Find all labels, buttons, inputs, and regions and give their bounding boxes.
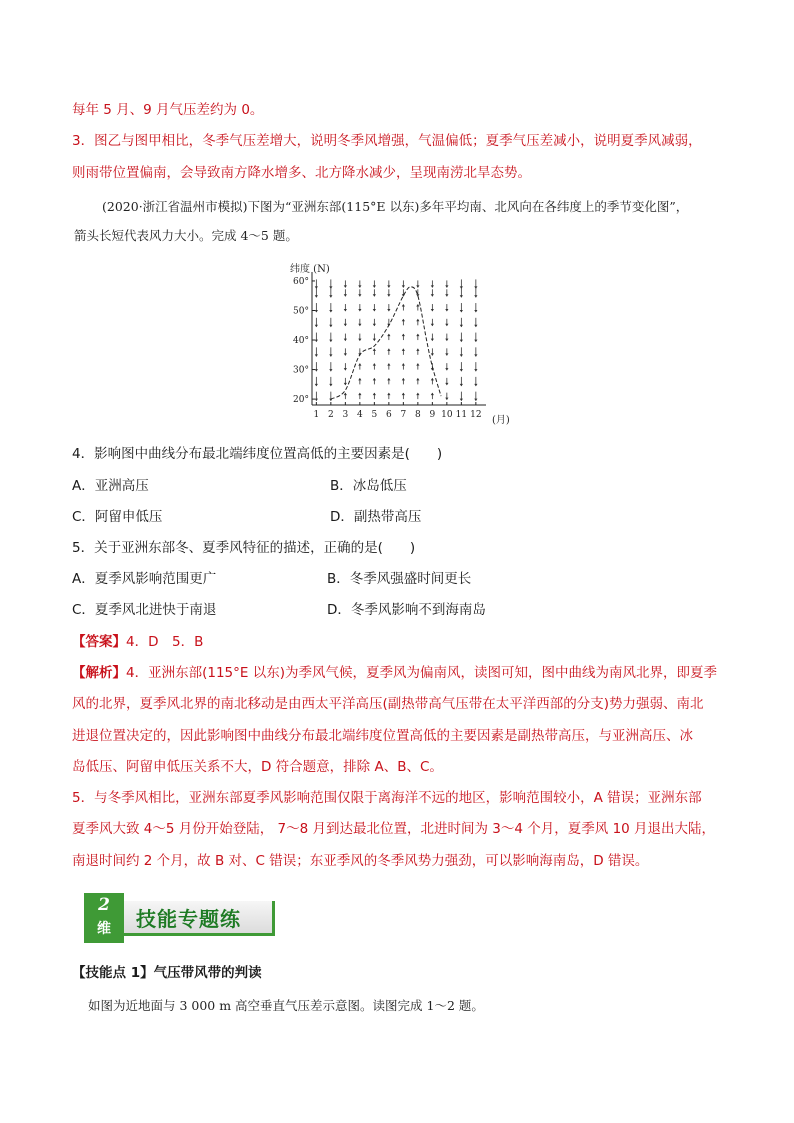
q5-stem: 5．关于亚洲东部冬、夏季风特征的描述，正确的是( )	[72, 540, 416, 556]
x-tick-label: 11	[455, 410, 468, 420]
intro-line: 每年 5 月、9 月气压差约为 0。	[72, 102, 264, 118]
south-wind-arrow	[402, 319, 405, 325]
north-wind-arrow	[373, 280, 376, 288]
north-wind-arrow	[329, 279, 332, 289]
north-wind-arrow	[373, 304, 376, 312]
south-wind-arrow	[431, 378, 434, 385]
south-wind-arrow	[387, 393, 390, 400]
north-wind-arrow	[474, 288, 477, 298]
x-tick-label: 6	[385, 410, 392, 420]
analysis-tag: 【解析】	[72, 665, 126, 681]
north-wind-arrow	[445, 334, 448, 342]
south-wind-arrow	[373, 348, 376, 355]
south-wind-arrow	[358, 393, 361, 400]
south-wind-arrow	[416, 393, 419, 400]
x-tick-label: 3	[342, 410, 349, 420]
south-wind-arrow	[402, 304, 405, 311]
q5-option-d: D．冬季风影响不到海南岛	[327, 602, 486, 618]
x-tick-label: 2	[327, 410, 334, 420]
north-wind-arrow	[460, 333, 463, 343]
x-tick-label: 8	[414, 410, 421, 420]
north-wind-arrow	[387, 280, 390, 288]
north-wind-arrow	[445, 393, 448, 401]
north-wind-arrow	[329, 362, 332, 372]
north-wind-arrow	[402, 280, 405, 288]
south-wind-arrow	[402, 378, 405, 385]
north-wind-arrow	[445, 289, 448, 297]
q4-option-d: D．副热带高压	[330, 509, 422, 525]
question-stem-line-1: (2020·浙江省温州市模拟)下图为“亚洲东部(115°E 以东)多年平均南、北风向在各纬度上的季节变化图”，	[102, 199, 689, 214]
north-wind-arrow	[373, 289, 376, 297]
south-wind-arrow	[387, 348, 390, 355]
answer-text: 4．D 5．B	[126, 634, 204, 650]
analysis-line-1	[72, 664, 717, 682]
skill-intro: 如图为近地面与 3 000 m 高空垂直气压差示意图。读图完成 1～2 题。	[88, 998, 484, 1013]
analysis-line-6: 夏季风大致 4～5 月份开始登陆， 7～8 月到达最北位置，北进时间为 3～4 个月，夏季风 10 月退出大陆，	[72, 821, 716, 837]
north-wind-arrow	[329, 303, 332, 313]
question-stem-line-2: 箭头长短代表风力大小。完成 4～5 题。	[74, 228, 298, 243]
north-wind-arrow	[329, 377, 332, 387]
north-wind-arrow	[474, 333, 477, 343]
south-wind-arrow	[402, 393, 405, 400]
x-tick-label: 7	[400, 410, 407, 420]
y-tick-label: 20°	[293, 395, 309, 406]
q5-option-c: C．夏季风北进快于南退	[72, 602, 217, 618]
section-badge-number: 2	[98, 895, 110, 915]
south-wind-arrow	[387, 334, 390, 341]
x-tick-label: 1	[313, 410, 320, 420]
north-wind-arrow	[445, 378, 448, 386]
north-wind-arrow	[460, 347, 463, 357]
north-wind-arrow	[329, 333, 332, 343]
north-wind-arrow	[460, 392, 463, 402]
south-wind-arrow	[373, 363, 376, 370]
analysis-line-3: 进退位置决定的，因此影响图中曲线分布最北端纬度位置高低的主要因素是副热带高压，与亚洲高压、冰	[72, 728, 693, 744]
section-title: 技能专题练	[136, 907, 241, 931]
x-axis-label: (月)	[492, 415, 510, 426]
q3-line-2: 则雨带位置偏南，会导致南方降水增多、北方降水减少，呈现南涝北旱态势。	[72, 165, 531, 181]
north-wind-arrow	[344, 289, 347, 297]
south-wind-arrow	[416, 304, 419, 311]
north-wind-arrow	[460, 279, 463, 289]
analysis-line-2: 风的北界，夏季风北界的南北移动是由西太平洋高压(副热带高气压带在太平洋西部的分支)势力强弱、南北	[72, 696, 704, 712]
answer-line	[72, 633, 203, 651]
north-wind-arrow	[431, 334, 434, 342]
south-wind-arrow	[387, 363, 390, 370]
x-tick-label: 12	[470, 410, 482, 420]
south-wind-arrow	[402, 348, 405, 355]
section-badge-label: 维	[97, 921, 111, 937]
x-tick-label: 9	[429, 410, 436, 420]
north-wind-arrow	[474, 377, 477, 387]
north-wind-arrow	[329, 347, 332, 357]
south-wind-arrow	[358, 378, 361, 385]
north-wind-arrow	[315, 288, 318, 298]
north-wind-arrow	[474, 362, 477, 372]
north-wind-arrow	[315, 362, 318, 372]
south-wind-arrow	[402, 334, 405, 341]
north-wind-arrow	[358, 304, 361, 312]
south-wind-arrow	[373, 378, 376, 385]
south-wind-arrow	[416, 319, 419, 325]
south-wind-arrow	[373, 393, 376, 400]
north-wind-arrow	[358, 334, 361, 342]
q4-option-b: B．冰岛低压	[330, 478, 407, 494]
north-wind-arrow	[431, 304, 434, 312]
north-wind-arrow	[329, 318, 332, 327]
north-wind-arrow	[460, 362, 463, 372]
south-wind-arrow	[358, 363, 361, 370]
north-wind-arrow	[387, 304, 390, 312]
south-wind-arrow	[344, 393, 347, 400]
north-wind-arrow	[329, 392, 332, 402]
north-wind-arrow	[344, 280, 347, 288]
south-wind-arrow	[431, 393, 434, 400]
north-wind-arrow	[358, 280, 361, 288]
analysis-line-5: 5．与冬季风相比，亚洲东部夏季风影响范围仅限于离海洋不远的地区，影响范围较小，A 错误；亚洲东部	[72, 790, 702, 806]
summer-monsoon-north-boundary-curve	[331, 287, 441, 399]
analysis-text-1: 4．亚洲东部(115°E 以东)为季风气候，夏季风为偏南风，读图可知，图中曲线为南风北界，即夏季	[126, 665, 717, 681]
north-wind-arrow	[315, 347, 318, 357]
north-wind-arrow	[445, 348, 448, 356]
q4-stem: 4．影响图中曲线分布最北端纬度位置高低的主要因素是( )	[72, 446, 443, 462]
north-wind-arrow	[460, 288, 463, 298]
q5-option-a: A．夏季风影响范围更广	[72, 571, 217, 587]
north-wind-arrow	[431, 289, 434, 297]
skill-heading: 【技能点 1】气压带风带的判读	[72, 965, 262, 981]
north-wind-arrow	[315, 318, 318, 327]
north-wind-arrow	[416, 280, 419, 288]
south-wind-arrow	[387, 378, 390, 385]
section-badge	[84, 893, 124, 943]
north-wind-arrow	[315, 303, 318, 313]
north-wind-arrow	[431, 348, 434, 356]
north-wind-arrow	[474, 318, 477, 327]
wind-latitude-chart	[286, 260, 516, 430]
answer-tag: 【答案】	[72, 634, 126, 650]
analysis-line-7: 南退时间约 2 个月，故 B 对、C 错误；东亚季风的冬季风势力强劲，可以影响海南岛，D 错误。	[72, 853, 649, 869]
north-wind-arrow	[431, 319, 434, 326]
north-wind-arrow	[315, 279, 318, 289]
section-banner	[84, 893, 280, 943]
north-wind-arrow	[431, 280, 434, 288]
q5-option-b: B．冬季风强盛时间更长	[327, 571, 472, 587]
north-wind-arrow	[474, 392, 477, 402]
north-wind-arrow	[445, 304, 448, 312]
q4-option-c: C．阿留申低压	[72, 509, 163, 525]
north-wind-arrow	[460, 377, 463, 387]
north-wind-arrow	[344, 363, 347, 371]
north-wind-arrow	[315, 392, 318, 402]
south-wind-arrow	[416, 378, 419, 385]
north-wind-arrow	[373, 319, 376, 326]
north-wind-arrow	[344, 334, 347, 342]
north-wind-arrow	[460, 303, 463, 313]
north-wind-arrow	[358, 289, 361, 297]
north-wind-arrow	[445, 280, 448, 288]
north-wind-arrow	[474, 347, 477, 357]
south-wind-arrow	[416, 363, 419, 370]
south-wind-arrow	[416, 348, 419, 355]
north-wind-arrow	[387, 289, 390, 297]
x-tick-label: 10	[441, 410, 453, 420]
north-wind-arrow	[344, 348, 347, 356]
north-wind-arrow	[445, 363, 448, 371]
y-axis-label: 纬度 (N)	[290, 264, 330, 275]
north-wind-arrow	[358, 319, 361, 326]
north-wind-arrow	[460, 318, 463, 327]
north-wind-arrow	[329, 288, 332, 298]
y-tick-label: 40°	[293, 336, 309, 347]
north-wind-arrow	[344, 304, 347, 312]
south-wind-arrow	[416, 334, 419, 341]
north-wind-arrow	[373, 334, 376, 342]
north-wind-arrow	[344, 378, 347, 386]
north-wind-arrow	[344, 319, 347, 326]
north-wind-arrow	[474, 279, 477, 289]
y-tick-label: 50°	[293, 306, 309, 317]
x-tick-label: 4	[356, 410, 363, 420]
y-tick-label: 60°	[293, 276, 309, 287]
north-wind-arrow	[445, 319, 448, 326]
north-wind-arrow	[315, 333, 318, 343]
north-wind-arrow	[474, 303, 477, 313]
north-wind-arrow	[315, 377, 318, 387]
south-wind-arrow	[402, 363, 405, 370]
q3-line-1: 3．图乙与图甲相比，冬季气压差增大，说明冬季风增强，气温偏低；夏季气压差减小，说明夏季风减弱，	[72, 133, 702, 149]
x-tick-label: 5	[371, 410, 378, 420]
q4-option-a: A．亚洲高压	[72, 478, 149, 494]
y-tick-label: 30°	[293, 365, 309, 376]
analysis-line-4: 岛低压、阿留申低压关系不大，D 符合题意，排除 A、B、C。	[72, 759, 443, 775]
